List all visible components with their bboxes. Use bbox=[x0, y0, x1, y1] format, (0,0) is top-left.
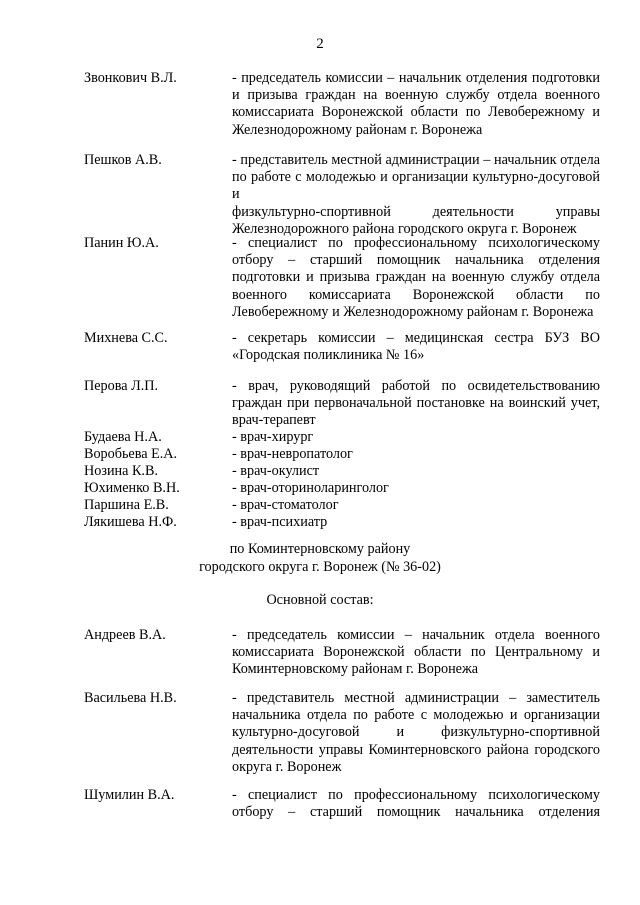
member-name: Звонкович В.Л. bbox=[84, 70, 177, 86]
member-description: - представитель местной администрации – заместитель начальника отдела по работе с молодежью и организации культурно-досуговой и физкультурно-спортивной деятельности управы Коминтерновского района городского округа г. Воронеж bbox=[232, 690, 600, 775]
doctor-role: - врач-стоматолог bbox=[232, 497, 339, 513]
section-heading-line2: городского округа г. Воронеж (№ 36-02) bbox=[199, 558, 441, 575]
doctor-role: - врач-оториноларинголог bbox=[232, 480, 389, 496]
doctor-row bbox=[84, 429, 600, 446]
doctor-row bbox=[84, 514, 600, 531]
member-description: - председатель комиссии – начальник отдела военного комиссариата Воронежской области по Центральному и Коминтерновскому районам г. Воронежа bbox=[232, 627, 600, 678]
member-description: - специалист по профессиональному психологическому отбору – старший помощник начальника отделения подготовки и призыва граждан на военную службу отдела военного комиссариата Воронежской области по Левобережному и Железнодорожному районам г. Воронежа bbox=[232, 235, 600, 320]
doctor-role: - врач-психиатр bbox=[232, 514, 328, 530]
doctor-row bbox=[84, 446, 600, 463]
section-heading-line1: по Коминтерновскому району bbox=[229, 541, 411, 557]
doctor-role: - врач-хирург bbox=[232, 429, 314, 445]
doctor-role: - врач-окулист bbox=[232, 463, 320, 479]
page-number: 2 bbox=[316, 36, 324, 52]
member-name: Михнева С.С. bbox=[84, 330, 168, 346]
doctor-row bbox=[84, 480, 600, 497]
member-name: Васильева Н.В. bbox=[84, 690, 177, 706]
doctor-name: Нозина К.В. bbox=[84, 463, 158, 479]
member-name: Перова Л.П. bbox=[84, 378, 159, 394]
member-name: Шумилин В.А. bbox=[84, 787, 175, 803]
section-heading bbox=[0, 541, 640, 576]
member-name: Андреев В.А. bbox=[84, 627, 166, 643]
doctor-name: Юхименко В.Н. bbox=[84, 480, 180, 496]
member-name: Панин Ю.А. bbox=[84, 235, 159, 251]
doctor-name: Будаева Н.А. bbox=[84, 429, 162, 445]
doctor-name: Воробьева Е.А. bbox=[84, 446, 178, 462]
member-description: - представитель местной администрации – начальник отдела по работе с молодежью и организации культурно-досуговой и физкультурно-спортивной деятельности управы Железнодорожного района городского округа г. Воронеж bbox=[232, 152, 600, 237]
composition-heading: Основной состав: bbox=[266, 592, 374, 608]
member-name: Пешков А.В. bbox=[84, 152, 162, 168]
member-description: - специалист по профессиональному психологическому отбору – старший помощник начальника отделения bbox=[232, 787, 600, 821]
member-description: - председатель комиссии – начальник отделения подготовки и призыва граждан на военную службу отдела военного комиссариата Воронежской области по Левобережному и Железнодорожному районам г. Воронежа bbox=[232, 70, 600, 138]
doctor-name: Лякишева Н.Ф. bbox=[84, 514, 177, 530]
member-description: - врач, руководящий работой по освидетельствованию граждан при первоначальной постановке на воинский учет, врач-терапевт bbox=[232, 378, 600, 429]
doctor-row bbox=[84, 497, 600, 514]
doctor-row bbox=[84, 463, 600, 480]
member-description: - секретарь комиссии – медицинская сестра БУЗ ВО «Городская поликлиника № 16» bbox=[232, 330, 600, 364]
doctor-name: Паршина Е.В. bbox=[84, 497, 169, 513]
doctor-role: - врач-невропатолог bbox=[232, 446, 353, 462]
